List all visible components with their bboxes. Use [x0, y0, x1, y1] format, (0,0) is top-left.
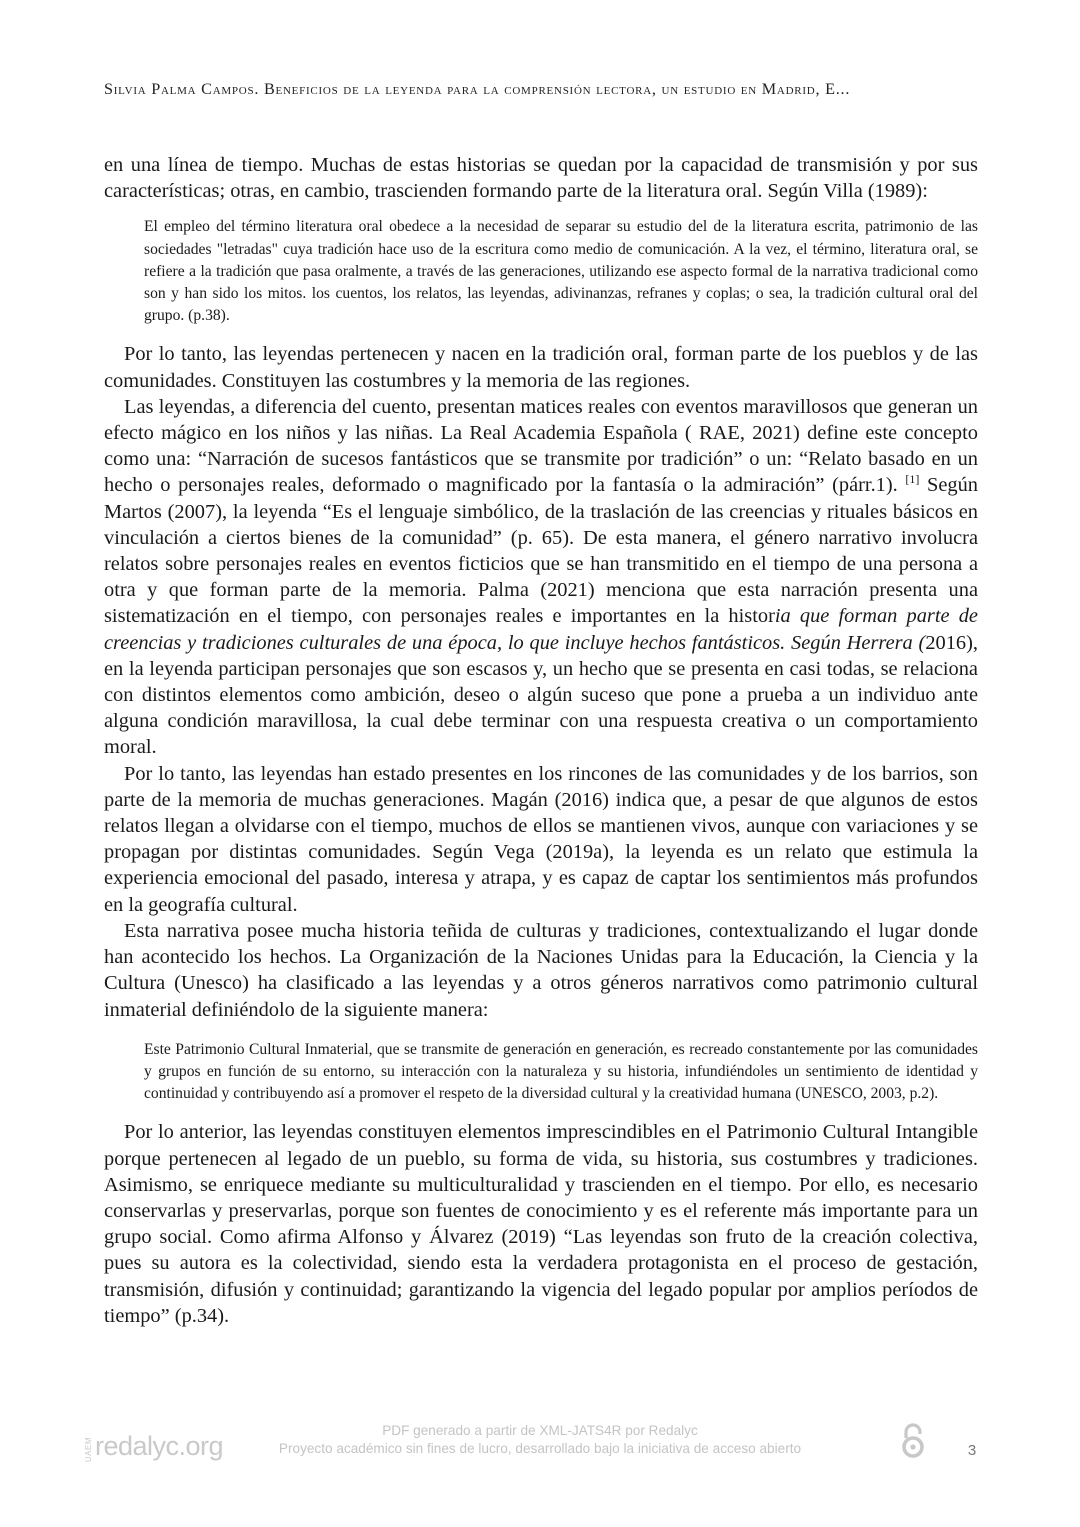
- paragraph-conclusion: Por lo anterior, las leyendas constituyen elementos imprescindibles en el Patrimonio Cultural Intangible porque pertenecen al legado de un pueblo, su forma de vida, su historia, sus costumbres y tradiciones. Asimismo, se enriquece mediante su multiculturalidad y trascienden en el tiempo. Por ello, es necesario conservarlas y preservarlas, porque son fuentes de conocimiento y es el referente más importante para un grupo social. Como afirma Alfonso y Álvarez (2019) “Las leyendas son fruto de la creación colectiva, pues su autora es la colectividad, siendo esta la verdadera protagonista en el proceso de gestación, transmisión, difusión y continuidad; garantizando la vigencia del legado popular por amplios períodos de tiempo” (p.34).: [104, 1121, 978, 1327]
- page-number: 3: [967, 1442, 977, 1459]
- footnote-link[interactable]: [1]: [905, 472, 920, 487]
- running-header: Silvia Palma Campos. Beneficios de la leyenda para la comprensión lectora, un estudio en Madrid, E...: [104, 80, 851, 98]
- paragraph-text: Según Martos (2007), la leyenda “Es el lenguaje simbólico, de la traslación de las creencias y rituales básicos en vinculación a ciertos bienes de la comunidad” (p. 65). De esta manera, el género narrativo involucra relatos sobre personajes reales en eventos ficticios que se han transmitido en el tiempo de una persona a otra y que forman parte de la memoria. Palma (2021) menciona que esta narración presenta una sistematización en el tiempo, con personajes reales e importantes en la histor: [104, 474, 978, 628]
- footer-credits: [260, 1422, 820, 1458]
- article-body: [104, 152, 978, 1329]
- redalyc-logo[interactable]: [84, 1422, 223, 1462]
- block-quote-villa: El empleo del término literatura oral obedece a la necesidad de separar su estudio del de la literatura escrita, patrimonio de las sociedades "letradas" cuya tradición hace uso de la escritura como medio de comunicación. A la vez, el término, literatura oral, se refiere a la tradición que pasa oralmente, a través de las generaciones, utilizando ese aspecto formal de la narrativa tradicional como son y han sido los mitos. los cuentos, los relatos, las leyendas, adivinanzas, refranes y coplas; o sea, la tradición cultural oral del grupo. (p.38).: [144, 218, 978, 325]
- paragraph-legend-memory: Por lo tanto, las leyendas han estado presentes en los rincones de las comunidades y de los barrios, son parte de la memoria de muchas generaciones. Magán (2016) indica que, a pesar de que algunos de estos relatos llegan a olvidarse con el tiempo, muchos de ellos se mantienen vivos, aunque con variaciones y se propagan por distintas comunidades. Según Vega (2019a), la leyenda es un relato que estimula la experiencia emocional del pasado, interesa y atrapa, y es capaz de captar los sentimientos más profundos en la geografía cultural.: [104, 762, 978, 916]
- footer-line-generated: PDF generado a partir de XML-JATS4R por Redalyc: [382, 1423, 698, 1438]
- paragraph-continued: en una línea de tiempo. Muchas de estas historias se quedan por la capacidad de transmisión y por sus características; otras, en cambio, trascienden formando parte de la literatura oral. Según Villa (1989):: [104, 154, 978, 203]
- paragraph-text: 2016), en la leyenda participan personajes que son escasos y, un hecho que se presenta en casi todas, se relaciona con distintos elementos como ambición, deseo o algún suceso que pone a prueba a un individuo ante alguna condición maravillosa, la cual debe terminar con una respuesta creativa o un comportamiento moral.: [104, 631, 978, 759]
- paragraph-oral-tradition: Por lo tanto, las leyendas pertenecen y nacen en la tradición oral, forman parte de los pueblos y de las comunidades. Constituyen las costumbres y la memoria de las regiones.: [104, 343, 978, 392]
- page-footer: [0, 1420, 1080, 1480]
- paragraph-unesco-intro: Esta narrativa posee mucha historia teñida de culturas y tradiciones, contextualizando el lugar donde han acontecido los hechos. La Organización de la Naciones Unidas para la Educación, la Ciencia y la Cultura (Unesco) ha clasificado a las leyendas y a otros géneros narrativos como patrimonio cultural inmaterial definiéndolo de la siguiente manera:: [104, 919, 978, 1021]
- footer-line-project: Proyecto académico sin fines de lucro, desarrollado bajo la iniciativa de acceso abierto: [278, 1441, 802, 1456]
- logo-prefix: UAEM: [84, 1436, 93, 1462]
- paragraph-legend-definition: [104, 394, 978, 761]
- logo-text: redalyc.org: [95, 1431, 224, 1461]
- paragraph-text: Las leyendas, a diferencia del cuento, presentan matices reales con eventos maravillosos que generan un efecto mágico en los niños y las niñas. La Real Academia Española ( RAE, 2021) define este concepto como una: “Narración de sucesos fantásticos que se transmite por tradición” o un: “Relato basado en un hecho o personajes reales, deformado o magnificado por la fantasía o la admiración” (párr.1).: [104, 395, 978, 497]
- open-access-lock-icon: [900, 1423, 926, 1459]
- block-quote-unesco: Este Patrimonio Cultural Inmaterial, que se transmite de generación en generación, es recreado constantemente por las comunidades y grupos en función de su entorno, su interacción con la naturaleza y su historia, infundiéndoles un sentimiento de identidad y continuidad y contribuyendo así a promover el respeto de la diversidad cultural y la creatividad humana (UNESCO, 2003, p.2).: [144, 1040, 978, 1103]
- italic-text: ia que forman parte de creencias y tradiciones culturales de una época, lo que incluye hechos fantásticos. Según Herrera (: [104, 605, 978, 654]
